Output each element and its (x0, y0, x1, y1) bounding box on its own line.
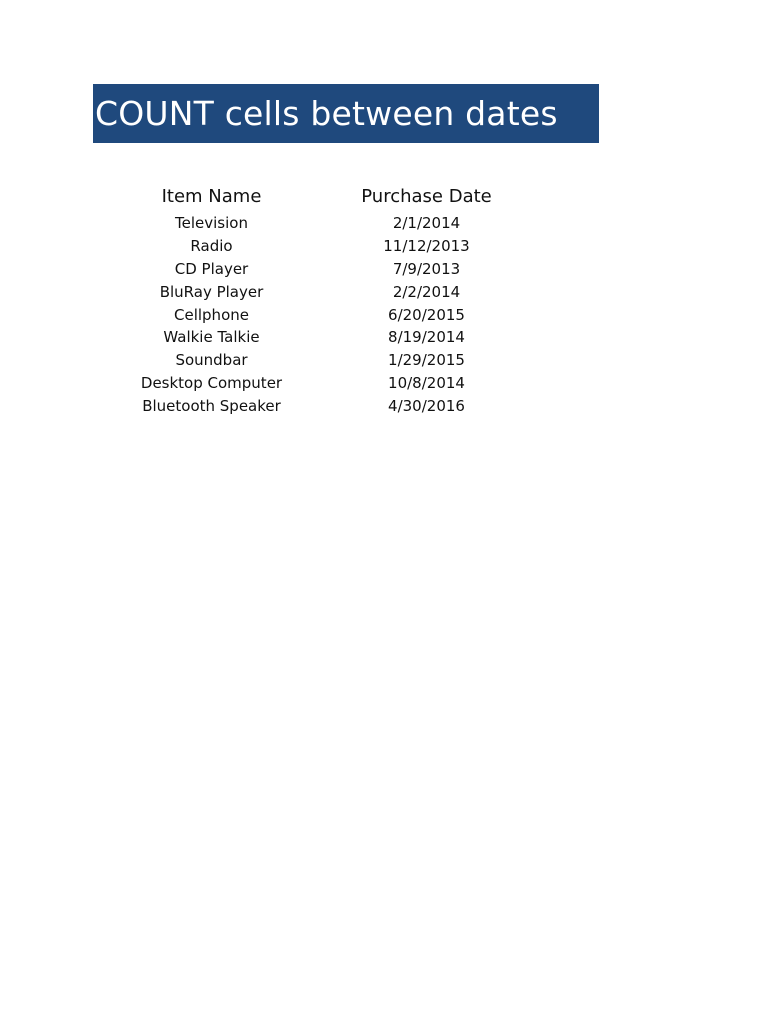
purchase-date-cell[interactable]: 8/19/2014 (388, 328, 465, 347)
table-row (105, 394, 535, 417)
table-row (105, 258, 535, 281)
purchase-date-cell[interactable]: 11/12/2013 (383, 237, 470, 256)
table-row (105, 212, 535, 235)
item-name-cell[interactable]: Television (175, 214, 248, 233)
table-row (105, 235, 535, 258)
purchase-date-cell[interactable]: 6/20/2015 (388, 305, 465, 324)
column-header-item-name[interactable]: Item Name (161, 185, 262, 207)
item-name-cell[interactable]: Radio (190, 237, 233, 256)
purchase-table (105, 180, 535, 417)
purchase-date-cell[interactable]: 2/2/2014 (392, 282, 461, 301)
purchase-date-cell[interactable]: 10/8/2014 (388, 373, 465, 392)
table-row (105, 372, 535, 395)
column-header-purchase-date[interactable]: Purchase Date (361, 185, 492, 207)
page-title-banner (93, 84, 599, 143)
table-row (105, 303, 535, 326)
item-name-cell[interactable]: Desktop Computer (140, 373, 283, 392)
table-header-row (105, 180, 535, 212)
table-row (105, 326, 535, 349)
item-name-cell[interactable]: Cellphone (174, 305, 249, 324)
table-row (105, 349, 535, 372)
item-name-cell[interactable]: BluRay Player (159, 282, 264, 301)
table-row (105, 280, 535, 303)
item-name-cell[interactable]: Walkie Talkie (163, 328, 260, 347)
purchase-date-cell[interactable]: 2/1/2014 (392, 214, 461, 233)
purchase-date-cell[interactable]: 1/29/2015 (388, 351, 465, 370)
item-name-cell[interactable]: Soundbar (175, 351, 248, 370)
item-name-cell[interactable]: Bluetooth Speaker (142, 396, 281, 415)
item-name-cell[interactable]: CD Player (174, 259, 249, 278)
page-title: COUNT cells between dates (95, 94, 558, 133)
purchase-date-cell[interactable]: 4/30/2016 (388, 396, 465, 415)
purchase-date-cell[interactable]: 7/9/2013 (392, 259, 461, 278)
